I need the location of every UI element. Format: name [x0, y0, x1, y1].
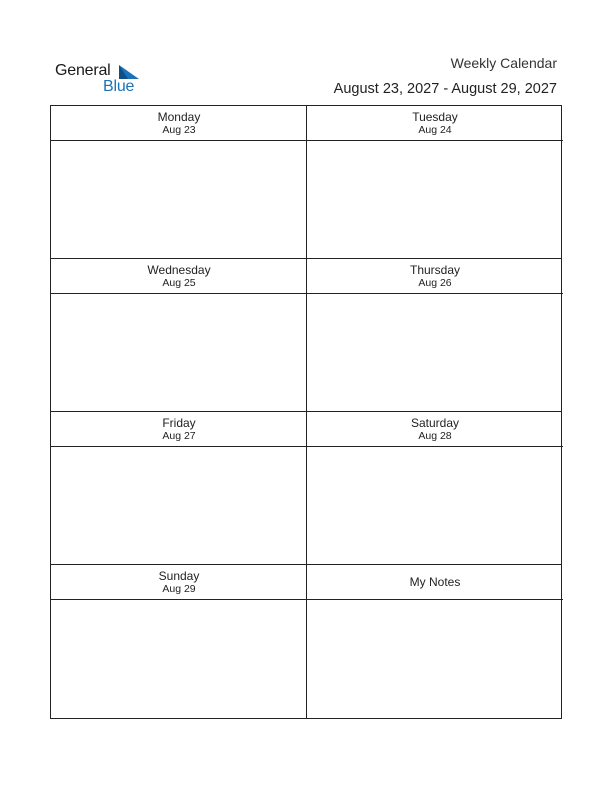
day-name: Thursday [409, 263, 461, 277]
day-cell-sunday[interactable] [51, 565, 307, 718]
day-date: Aug 23 [162, 124, 196, 136]
day-name: Sunday [158, 569, 200, 583]
day-name: Friday [162, 416, 196, 430]
day-cell-thursday[interactable] [307, 259, 563, 412]
page-title: Weekly Calendar [450, 55, 557, 71]
day-header [307, 412, 563, 447]
date-range: August 23, 2027 - August 29, 2027 [333, 81, 557, 97]
day-name: Tuesday [412, 110, 458, 124]
day-date: Aug 27 [162, 430, 196, 442]
day-date: Aug 29 [162, 583, 196, 595]
day-date: Aug 24 [418, 124, 452, 136]
day-header [307, 106, 563, 141]
day-date: Aug 26 [418, 277, 452, 289]
logo-text-general: General [55, 62, 111, 79]
notes-cell[interactable] [307, 565, 563, 718]
logo-text-blue: Blue [103, 78, 135, 95]
day-cell-saturday[interactable] [307, 412, 563, 565]
day-date: Aug 25 [162, 277, 196, 289]
day-cell-tuesday[interactable] [307, 106, 563, 259]
day-header [51, 106, 307, 141]
day-date: Aug 28 [418, 430, 452, 442]
day-name: Saturday [410, 416, 460, 430]
notes-header [307, 565, 563, 600]
notes-label: My Notes [409, 575, 461, 589]
day-header [307, 259, 563, 294]
day-name: Monday [157, 110, 201, 124]
day-cell-monday[interactable] [51, 106, 307, 259]
day-header [51, 565, 307, 600]
logo-triangle-icon [119, 65, 139, 79]
day-header [51, 412, 307, 447]
day-header [51, 259, 307, 294]
generalblue-logo [55, 62, 145, 98]
day-cell-wednesday[interactable] [51, 259, 307, 412]
day-cell-friday[interactable] [51, 412, 307, 565]
day-name: Wednesday [147, 263, 211, 277]
week-grid [50, 105, 562, 719]
